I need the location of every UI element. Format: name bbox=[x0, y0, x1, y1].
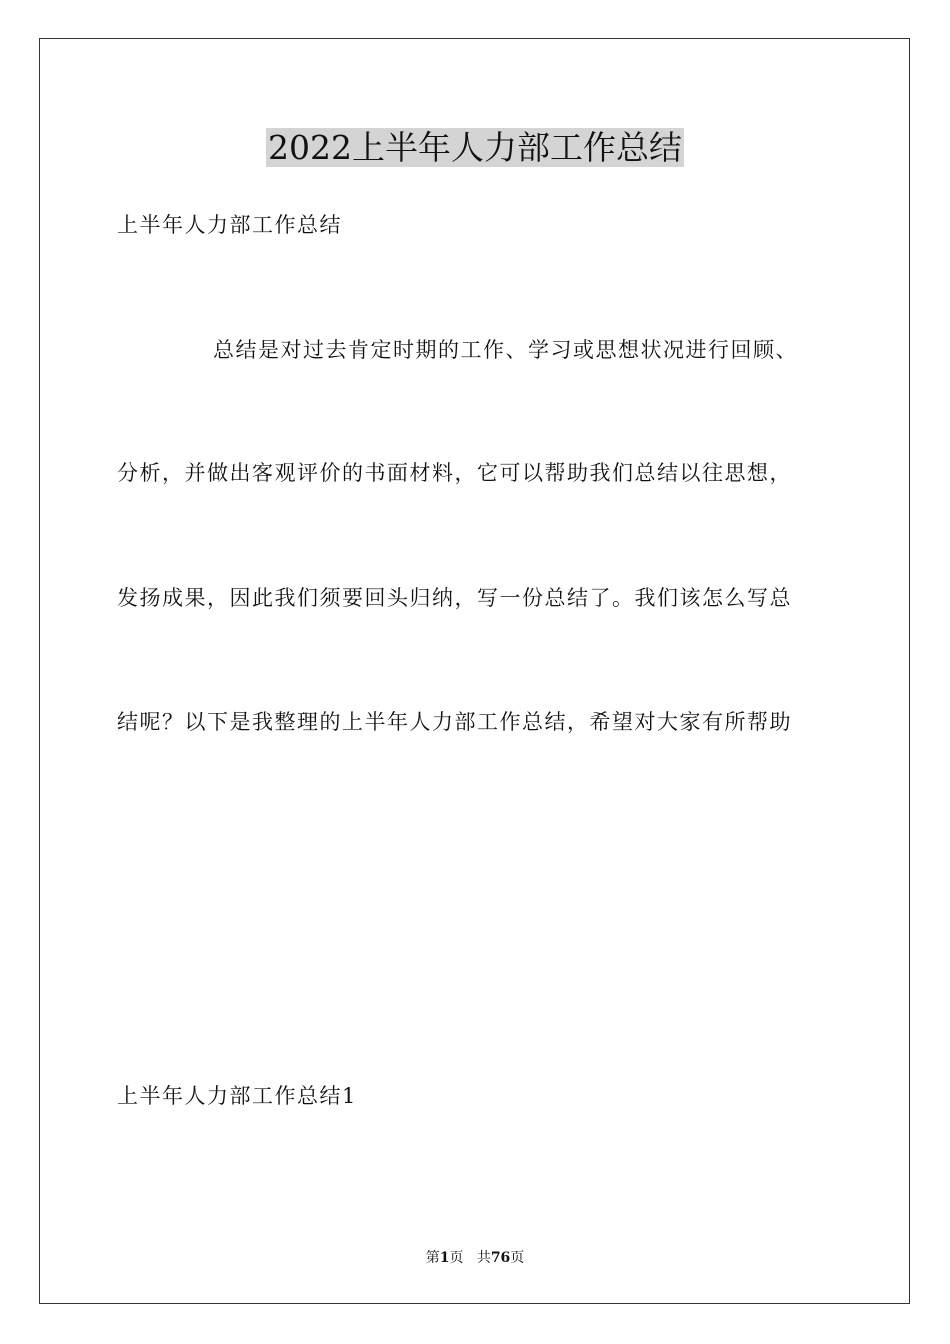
section-heading: 上半年人力部工作总结1 bbox=[117, 1084, 357, 1108]
page-suffix: 页 bbox=[449, 1250, 464, 1266]
paragraph-line-4: 结呢？以下是我整理的上半年人力部工作总结，希望对大家有所帮助 bbox=[117, 710, 792, 734]
page-footer bbox=[0, 1248, 950, 1268]
total-pages: 76 bbox=[490, 1250, 511, 1266]
paragraph-line-2: 分析，并做出客观评价的书面材料，它可以帮助我们总结以往思想， bbox=[117, 461, 792, 485]
total-suffix: 页 bbox=[510, 1250, 525, 1266]
total-prefix: 共 bbox=[476, 1250, 491, 1266]
document-title bbox=[0, 124, 950, 172]
document-subtitle: 上半年人力部工作总结 bbox=[117, 213, 342, 237]
page-number: 1 bbox=[439, 1250, 450, 1266]
document-title-text: 2022上半年人力部工作总结 bbox=[268, 128, 682, 167]
page-prefix: 第 bbox=[425, 1250, 440, 1266]
paragraph-line-1: 总结是对过去肯定时期的工作、学习或思想状况进行回顾、 bbox=[213, 338, 798, 362]
paragraph-line-3: 发扬成果，因此我们须要回头归纳，写一份总结了。我们该怎么写总 bbox=[117, 586, 792, 610]
